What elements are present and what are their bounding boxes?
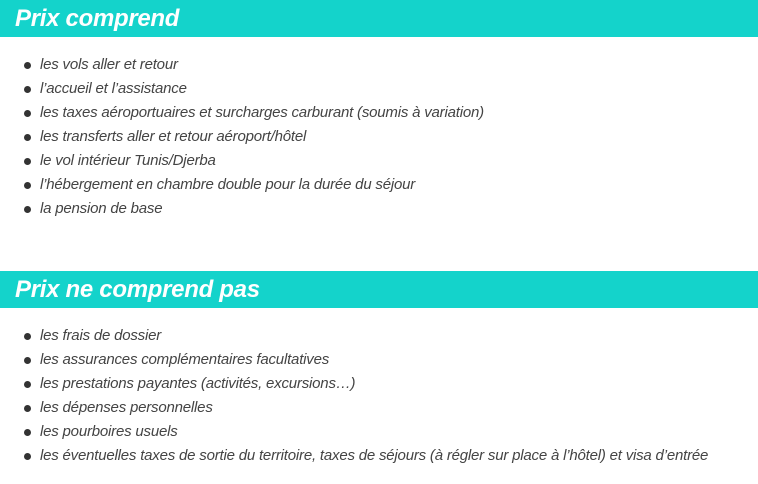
list-item: les dépenses personnelles	[0, 396, 708, 420]
bullet-icon	[24, 381, 31, 388]
list-item: les vols aller et retour	[0, 53, 484, 77]
section-title-excludes: Prix ne comprend pas	[15, 275, 260, 303]
bullet-icon	[24, 110, 31, 117]
list-item: les transferts aller et retour aéroport/hôtel	[0, 125, 484, 149]
section-header-excludes	[0, 271, 758, 308]
section-header-includes	[0, 0, 758, 37]
list-item: les frais de dossier	[0, 324, 708, 348]
bullet-icon	[24, 158, 31, 165]
list-item: l’accueil et l’assistance	[0, 77, 484, 101]
bullet-icon	[24, 357, 31, 364]
bullet-icon	[24, 405, 31, 412]
list-item: l’hébergement en chambre double pour la durée du séjour	[0, 173, 484, 197]
bullet-icon	[24, 86, 31, 93]
bullet-icon	[24, 62, 31, 69]
list-item: les prestations payantes (activités, excursions…)	[0, 372, 708, 396]
bullet-icon	[24, 134, 31, 141]
bullet-icon	[24, 182, 31, 189]
bullet-icon	[24, 453, 31, 460]
list-item: les assurances complémentaires facultatives	[0, 348, 708, 372]
list-item: les taxes aéroportuaires et surcharges carburant (soumis à variation)	[0, 101, 484, 125]
list-item: les pourboires usuels	[0, 420, 708, 444]
list-item: les éventuelles taxes de sortie du territoire, taxes de séjours (à régler sur place à l’hôtel) et visa d’entrée	[0, 444, 708, 468]
list-item: le vol intérieur Tunis/Djerba	[0, 149, 484, 173]
list-item: la pension de base	[0, 197, 484, 221]
bullet-icon	[24, 206, 31, 213]
bullet-icon	[24, 333, 31, 340]
section-title-includes: Prix comprend	[15, 4, 180, 32]
bullet-icon	[24, 429, 31, 436]
list-excludes	[0, 324, 708, 468]
list-includes	[0, 53, 484, 221]
